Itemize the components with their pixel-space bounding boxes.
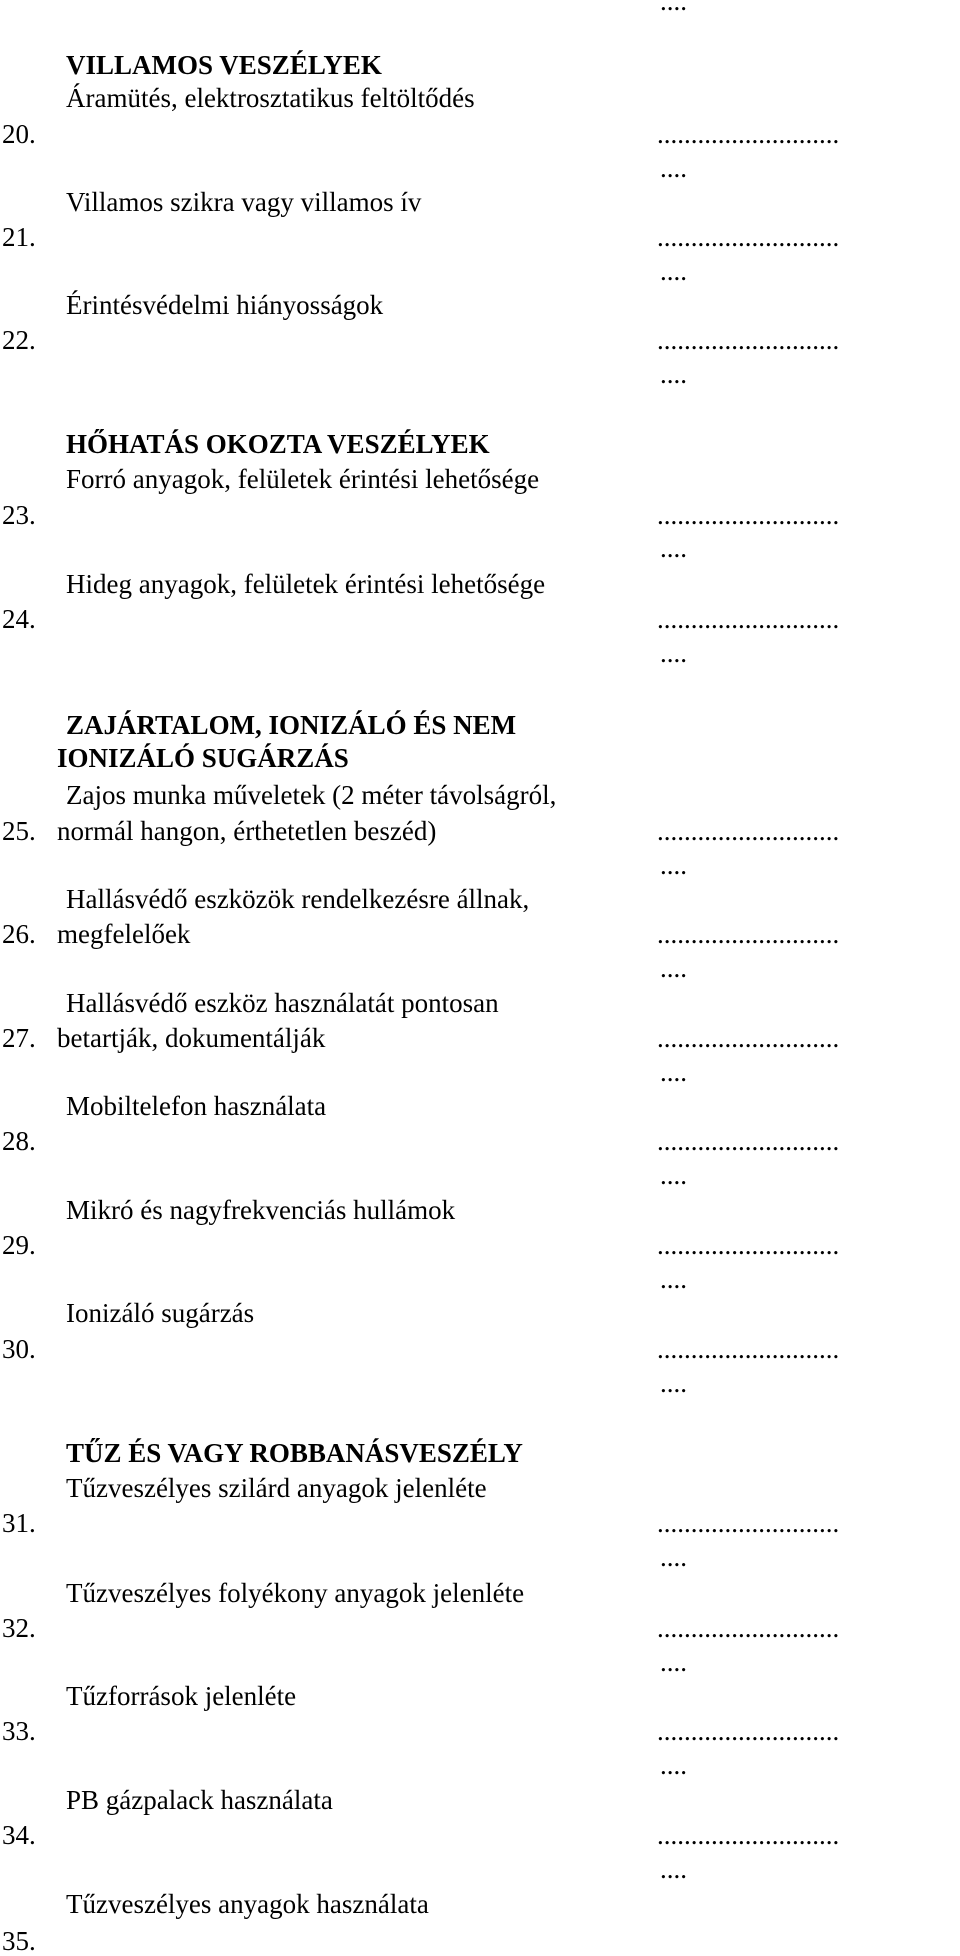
item-32-number: 32. xyxy=(2,1613,36,1643)
item-23-dots-2: .... xyxy=(660,533,687,563)
item-34-text: PB gázpalack használata xyxy=(66,1785,333,1815)
item-24-number: 24. xyxy=(2,604,36,634)
item-30-text: Ionizáló sugárzás xyxy=(66,1298,255,1328)
item-29-dots: ........................... xyxy=(657,1230,840,1260)
item-25-text-1: Zajos munka műveletek (2 méter távolságról, xyxy=(66,780,557,810)
item-34-number: 34. xyxy=(2,1820,36,1850)
section-heading-zajartalom-1: ZAJÁRTALOM, IONIZÁLÓ ÉS NEM xyxy=(66,710,517,740)
item-21-dots-2: .... xyxy=(660,256,687,286)
item-35-number: 35. xyxy=(2,1926,36,1956)
item-25-dots-2: .... xyxy=(660,850,687,880)
dots-top: .... xyxy=(660,0,687,16)
item-30-dots-2: .... xyxy=(660,1368,687,1398)
item-28-number: 28. xyxy=(2,1126,36,1156)
item-26-dots: ........................... xyxy=(657,919,840,949)
item-23-text: Forró anyagok, felületek érintési lehetősége xyxy=(66,464,540,494)
item-24-text: Hideg anyagok, felületek érintési lehetősége xyxy=(66,569,546,599)
item-34-dots: ........................... xyxy=(657,1820,840,1850)
item-21-dots: ........................... xyxy=(657,222,840,252)
item-28-dots-2: .... xyxy=(660,1160,687,1190)
item-23-number: 23. xyxy=(2,500,36,530)
item-33-dots: ........................... xyxy=(657,1716,840,1746)
item-21-text: Villamos szikra vagy villamos ív xyxy=(66,187,422,217)
item-27-dots: ........................... xyxy=(657,1023,840,1053)
item-24-dots-2: .... xyxy=(660,638,687,668)
item-26-text-1: Hallásvédő eszközök rendelkezésre állnak, xyxy=(66,884,530,914)
item-29-number: 29. xyxy=(2,1230,36,1260)
item-22-dots: ........................... xyxy=(657,325,840,355)
item-32-dots-2: .... xyxy=(660,1647,687,1677)
section-heading-tuz: TŰZ ÉS VAGY ROBBANÁSVESZÉLY xyxy=(66,1438,523,1468)
item-32-dots: ........................... xyxy=(657,1613,840,1643)
item-35-text: Tűzveszélyes anyagok használata xyxy=(66,1889,429,1919)
item-27-text-1: Hallásvédő eszköz használatát pontosan xyxy=(66,988,499,1018)
item-26-number: 26. xyxy=(2,919,36,949)
item-30-number: 30. xyxy=(2,1334,36,1364)
item-27-dots-2: .... xyxy=(660,1057,687,1087)
item-28-dots: ........................... xyxy=(657,1126,840,1156)
item-21-number: 21. xyxy=(2,222,36,252)
item-20-dots-2: .... xyxy=(660,153,687,183)
item-25-number: 25. xyxy=(2,816,36,846)
section-heading-villamos: VILLAMOS VESZÉLYEK xyxy=(66,50,382,80)
item-26-dots-2: .... xyxy=(660,953,687,983)
item-33-number: 33. xyxy=(2,1716,36,1746)
item-31-dots-2: .... xyxy=(660,1542,687,1572)
item-23-dots: ........................... xyxy=(657,500,840,530)
item-22-number: 22. xyxy=(2,325,36,355)
item-34-dots-2: .... xyxy=(660,1854,687,1884)
item-26-text-2: megfelelőek xyxy=(57,919,191,949)
item-20-text: Áramütés, elektrosztatikus feltöltődés xyxy=(66,83,475,113)
item-22-dots-2: .... xyxy=(660,359,687,389)
item-20-dots: ........................... xyxy=(657,119,840,149)
item-29-text: Mikró és nagyfrekvenciás hullámok xyxy=(66,1195,456,1225)
section-heading-hohatas: HŐHATÁS OKOZTA VESZÉLYEK xyxy=(66,429,490,459)
item-32-text: Tűzveszélyes folyékony anyagok jelenléte xyxy=(66,1578,525,1608)
item-33-text: Tűzforrások jelenléte xyxy=(66,1681,297,1711)
item-25-dots: ........................... xyxy=(657,816,840,846)
item-27-text-2: betartják, dokumentálják xyxy=(57,1023,326,1053)
item-27-number: 27. xyxy=(2,1023,36,1053)
item-24-dots: ........................... xyxy=(657,604,840,634)
item-28-text: Mobiltelefon használata xyxy=(66,1091,327,1121)
item-31-dots: ........................... xyxy=(657,1508,840,1538)
item-20-number: 20. xyxy=(2,119,36,149)
item-29-dots-2: .... xyxy=(660,1264,687,1294)
item-22-text: Érintésvédelmi hiányosságok xyxy=(66,290,384,320)
item-31-number: 31. xyxy=(2,1508,36,1538)
section-heading-zajartalom-2: IONIZÁLÓ SUGÁRZÁS xyxy=(57,743,349,773)
item-33-dots-2: .... xyxy=(660,1750,687,1780)
item-25-text-2: normál hangon, érthetetlen beszéd) xyxy=(57,816,437,846)
item-31-text: Tűzveszélyes szilárd anyagok jelenléte xyxy=(66,1473,487,1503)
item-30-dots: ........................... xyxy=(657,1334,840,1364)
